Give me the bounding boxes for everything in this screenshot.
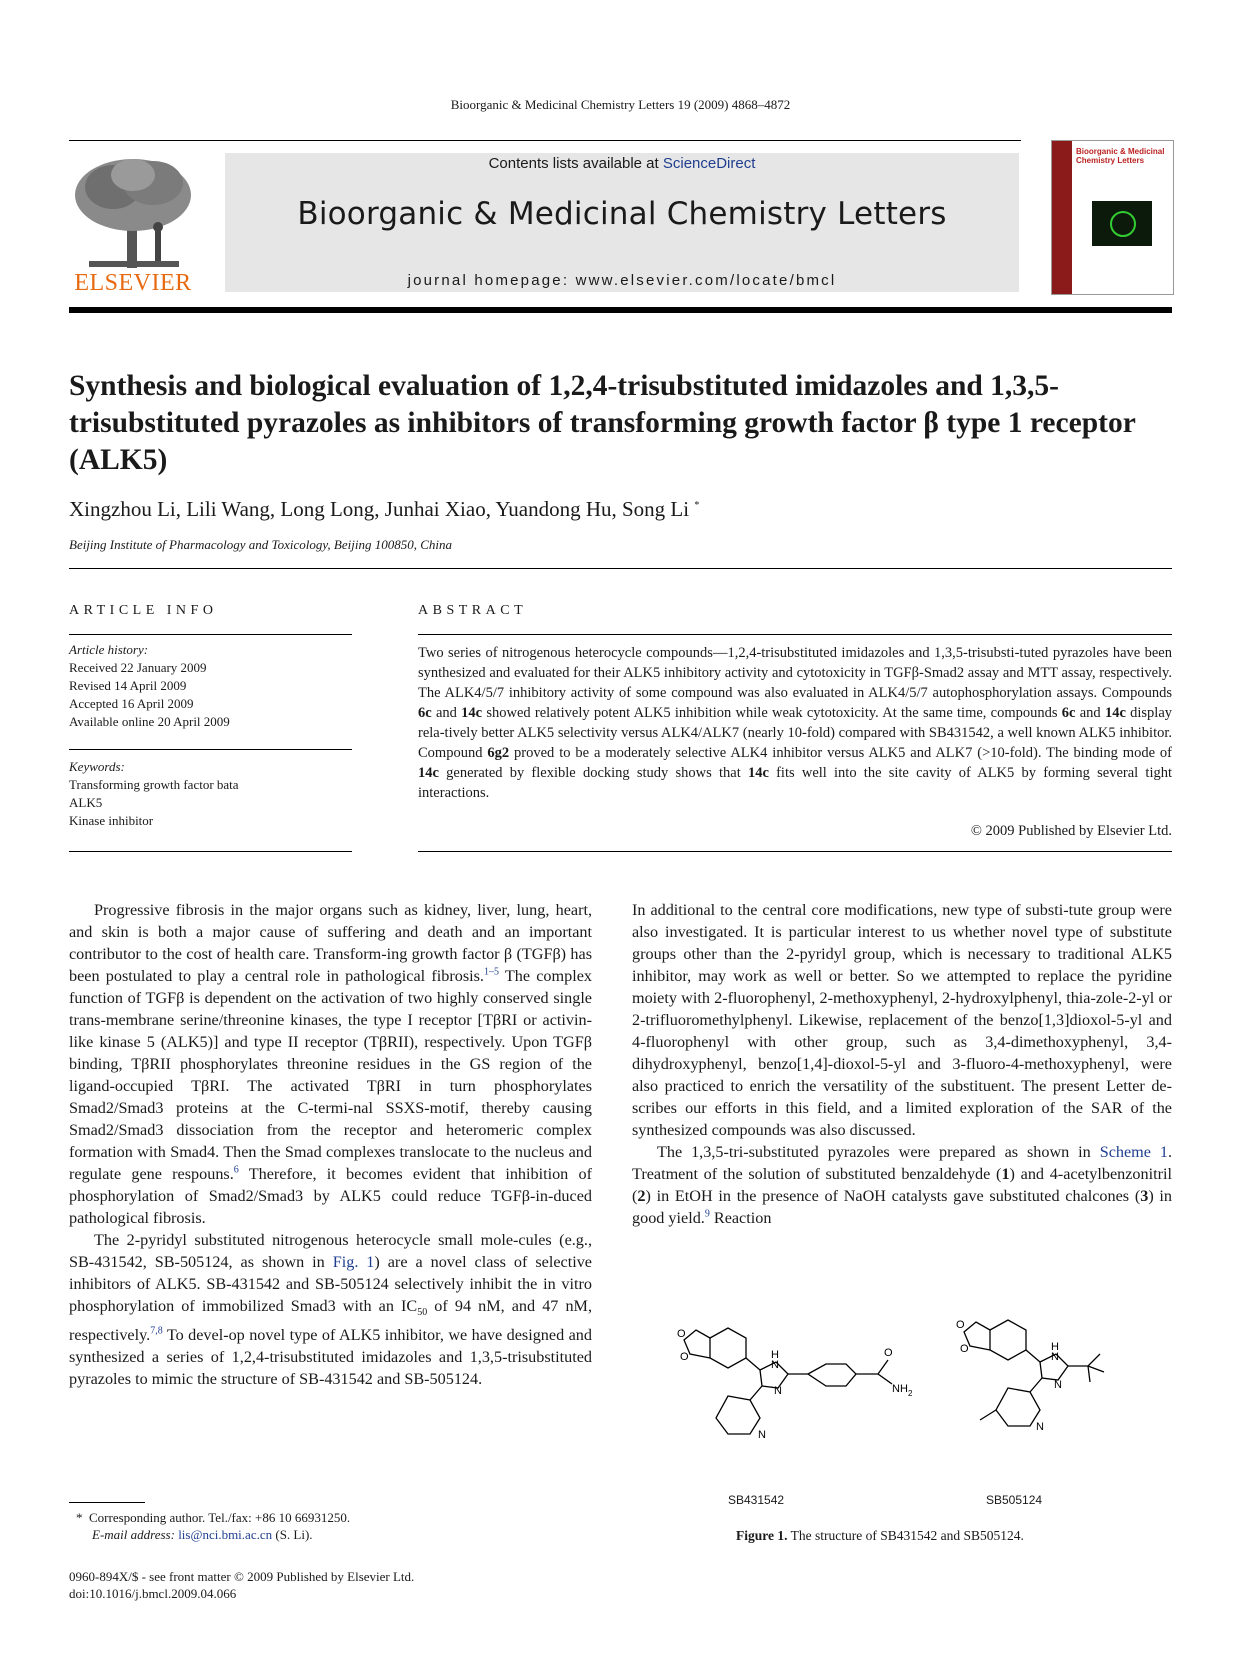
authors: Xingzhou Li, Lili Wang, Long Long, Junhai Xiao, Yuandong Hu, Song Li <box>69 497 690 521</box>
svg-text:N: N <box>771 1359 779 1371</box>
article-history <box>69 641 352 731</box>
figure-caption <box>736 1528 1024 1544</box>
svg-text:N: N <box>1036 1421 1044 1433</box>
front-matter <box>69 1568 414 1602</box>
received-date: Received 22 January 2009 <box>69 660 207 675</box>
svg-text:N: N <box>1051 1351 1059 1363</box>
footnote-star: * <box>76 1510 83 1525</box>
structure-label: SB431542 <box>728 1493 785 1507</box>
svg-text:O: O <box>956 1319 965 1331</box>
online-date: Available online 20 April 2009 <box>69 714 230 729</box>
keyword: Transforming growth factor bata <box>69 777 239 792</box>
journal-cover-thumbnail <box>1051 140 1174 295</box>
email-suffix: (S. Li). <box>275 1527 313 1542</box>
running-head: Bioorganic & Medicinal Chemistry Letters 19 (2009) 4868–4872 <box>450 97 791 112</box>
figure-1-structures <box>670 1310 1110 1480</box>
abstract-heading: ABSTRACT <box>418 603 528 618</box>
history-label: Article history: <box>69 642 149 657</box>
keywords <box>69 758 352 830</box>
journal-name: Bioorganic & Medicinal Chemistry Letters <box>297 196 947 232</box>
corresponding-mark[interactable]: * <box>694 500 700 511</box>
corresponding-footnote <box>76 1509 350 1543</box>
figure-caption-text: The structure of SB431542 and SB505124. <box>790 1528 1024 1543</box>
contents-prefix: Contents lists available at <box>488 155 663 172</box>
body-left-column: Progressive fibrosis in the major organs such as kidney, liver, lung, heart, and skin is both a major cause of suffering and death and an important contributor to the cost of health care. Transform-ing growth factor β (TGFβ) has been postulated to play a central role in pathological fibrosis.$^{1-5}$ The complex function of TGFβ is dependent on the activation of two highly conserved single trans-membrane serine/threonine kinases, the type I receptor [TβRI or activin-like kinase 5 (ALK5)] and type II receptor (TβRII), respectively. Upon TGFβ binding, TβRII phosphorylates threonine residues in the GS region of the ligand-occupied TβRI. The activated TβRI in turn phosphorylates Smad2/Smad3 proteins at the C-termi-nal SSXS-motif, thereby causing Smad2/Smad3 dissociation from the receptor and heteromeric complex formation with Smad4. Then the Smad complexes translocate to the nucleus and regulate gene respouns.$^6$ Therefore, it becomes evident that inhibition of phosphorylation of Smad2/Smad3 by ALK5 could reduce TGFβ-in-duced pathological fibrosis. The 2-pyridyl substituted nitrogenous heterocycle small mole-cules (e.g., SB-431542, SB-505124, as shown in Fig. 1) are a novel class of selective inhibitors of ALK5. SB-431542 and SB-505124 selectively inhibit the in vitro phosphorylation of immobilized Smad3 with an $IC_{50}$ of 94 nM, and 47 nM, respectively.$^{7,8}$ To devel-op novel type of ALK5 inhibitor, we have designed and synthesized a series of 1,2,4-trisubstituted imidazoles and 1,3,5-trisubstituted pyrazoles to mimic the structure of SB-431542 and SB-505124. <box>69 901 592 1389</box>
abstract-text: Two series of nitrogenous heterocycle compounds—1,2,4-trisubstituted imidazoles and 1,3,5-trisubsti-tuted pyrazoles have been synthesized and evaluated for their ALK5 inhibitory activity and cytotoxicity in TGFβ-Smad2 assay and MTT assay, respectively. The ALK4/5/7 inhibitory activity of some compound was also evaluated in ALK4/5/7 autophosphorylation assays. Compounds 6c and 14c showed relatively potent ALK5 inhibition while weak cytotoxicity. At the same time, compounds 6c and 14c display rela-tively better ALK5 selectivity versus ALK4/ALK7 (nearly 10-fold) compared with SB431542, a well known ALK5 inhibitor. Compound 6g2 proved to be a moderately selective ALK4 inhibitor versus ALK5 and ALK7 (>10-fold). The binding mode of 14c generated by flexible docking study shows that 14c fits well into the site cavity of ALK5 by forming several tight interactions. <box>418 645 1173 801</box>
svg-text:N: N <box>774 1385 782 1397</box>
affiliation: Beijing Institute of Pharmacology and Toxicology, Beijing 100850, China <box>69 537 452 552</box>
abstract-bottom-rule <box>418 851 1172 852</box>
header-top-rule <box>69 140 1021 141</box>
doi-line[interactable]: doi:10.1016/j.bmcl.2009.04.066 <box>69 1586 237 1601</box>
svg-text:NH: NH <box>892 1383 908 1395</box>
keywords-label: Keywords: <box>69 759 125 774</box>
figure-caption-label: Figure 1. <box>736 1528 788 1543</box>
elsevier-wordmark: ELSEVIER <box>74 270 192 296</box>
front-matter-line: 0960-894X/$ - see front matter © 2009 Published by Elsevier Ltd. <box>69 1569 415 1584</box>
email-link[interactable]: lis@nci.bmi.ac.cn <box>178 1527 273 1542</box>
svg-text:O: O <box>960 1343 969 1355</box>
revised-date: Revised 14 April 2009 <box>69 678 187 693</box>
svg-text:H: H <box>771 1349 779 1361</box>
keyword: ALK5 <box>69 795 103 810</box>
title-rule <box>69 568 1172 569</box>
structure-label: SB505124 <box>986 1493 1043 1507</box>
article-info-heading: ARTICLE INFO <box>69 603 218 618</box>
svg-text:2: 2 <box>908 1389 913 1398</box>
keywords-rule <box>69 749 352 750</box>
author-list <box>69 497 699 522</box>
article-info-bottom-rule <box>69 851 352 852</box>
contents-line <box>225 155 1019 172</box>
svg-text:H: H <box>1051 1341 1059 1353</box>
footnote-rule <box>69 1502 145 1503</box>
corresponding-text: Corresponding author. Tel./fax: +86 10 66931250. <box>89 1510 351 1525</box>
abstract-rule <box>418 634 1172 635</box>
svg-text:N: N <box>758 1429 766 1441</box>
sciencedirect-link[interactable]: ScienceDirect <box>662 155 756 172</box>
body-right-column: In additional to the central core modifications, new type of substi-tute group were also investigated. It is particular interest to us whether novel type of substitute groups other than the 2-pyridyl group, which is necessary to traditional ALK5 inhibitor, may work as well or better. So we attempted to replace the pyridine moiety with 2-fluorophenyl, 2-methoxyphenyl, 2-hydroxylphenyl, thia-zole-2-yl or 2-trifluoromethylphenyl. Likewise, replacement of the benzo[1,3]dioxol-5-yl and 4-fluorophenyl with other group, such as 3,4-dimethoxyphenyl, 3,4-dihydroxyphenyl, benzo[1,4]-dioxol-5-yl and 3-fluoro-4-methoxyphenyl, were also practiced to enrich the versatility of the substituent. The present Letter de-scribes our efforts in this field, and a limited exploration of the SAR of the synthesized compounds was also discussed. The 1,3,5-tri-substituted pyrazoles were prepared as shown in Scheme 1. Treatment of the solution of substituted benzaldehyde (1) and 4-acetylbenzonitril (2) in EtOH in the presence of NaOH catalysts gave substituted chalcones (3) in good yield.$^9$ Reaction <box>632 901 1173 1227</box>
svg-text:O: O <box>677 1328 686 1340</box>
cover-title: Bioorganic & Medicinal Chemistry Letters <box>1076 147 1165 165</box>
svg-text:N: N <box>1054 1379 1062 1391</box>
article-title: Synthesis and biological evaluation of 1,2,4-trisubstituted imidazoles and 1,3,5-trisubstituted pyrazoles as inhibitors of transforming growth factor β type 1 receptor (ALK5) <box>69 370 1136 476</box>
article-info-rule <box>69 634 352 635</box>
keyword: Kinase inhibitor <box>69 813 154 828</box>
accepted-date: Accepted 16 April 2009 <box>69 696 194 711</box>
svg-text:O: O <box>680 1351 689 1363</box>
header-thick-rule <box>69 307 1172 313</box>
abstract-copyright: © 2009 Published by Elsevier Ltd. <box>970 823 1172 839</box>
svg-text:O: O <box>884 1347 893 1359</box>
journal-homepage[interactable]: journal homepage: www.elsevier.com/locate/bmcl <box>407 272 837 289</box>
email-label: E-mail address: <box>92 1527 175 1542</box>
